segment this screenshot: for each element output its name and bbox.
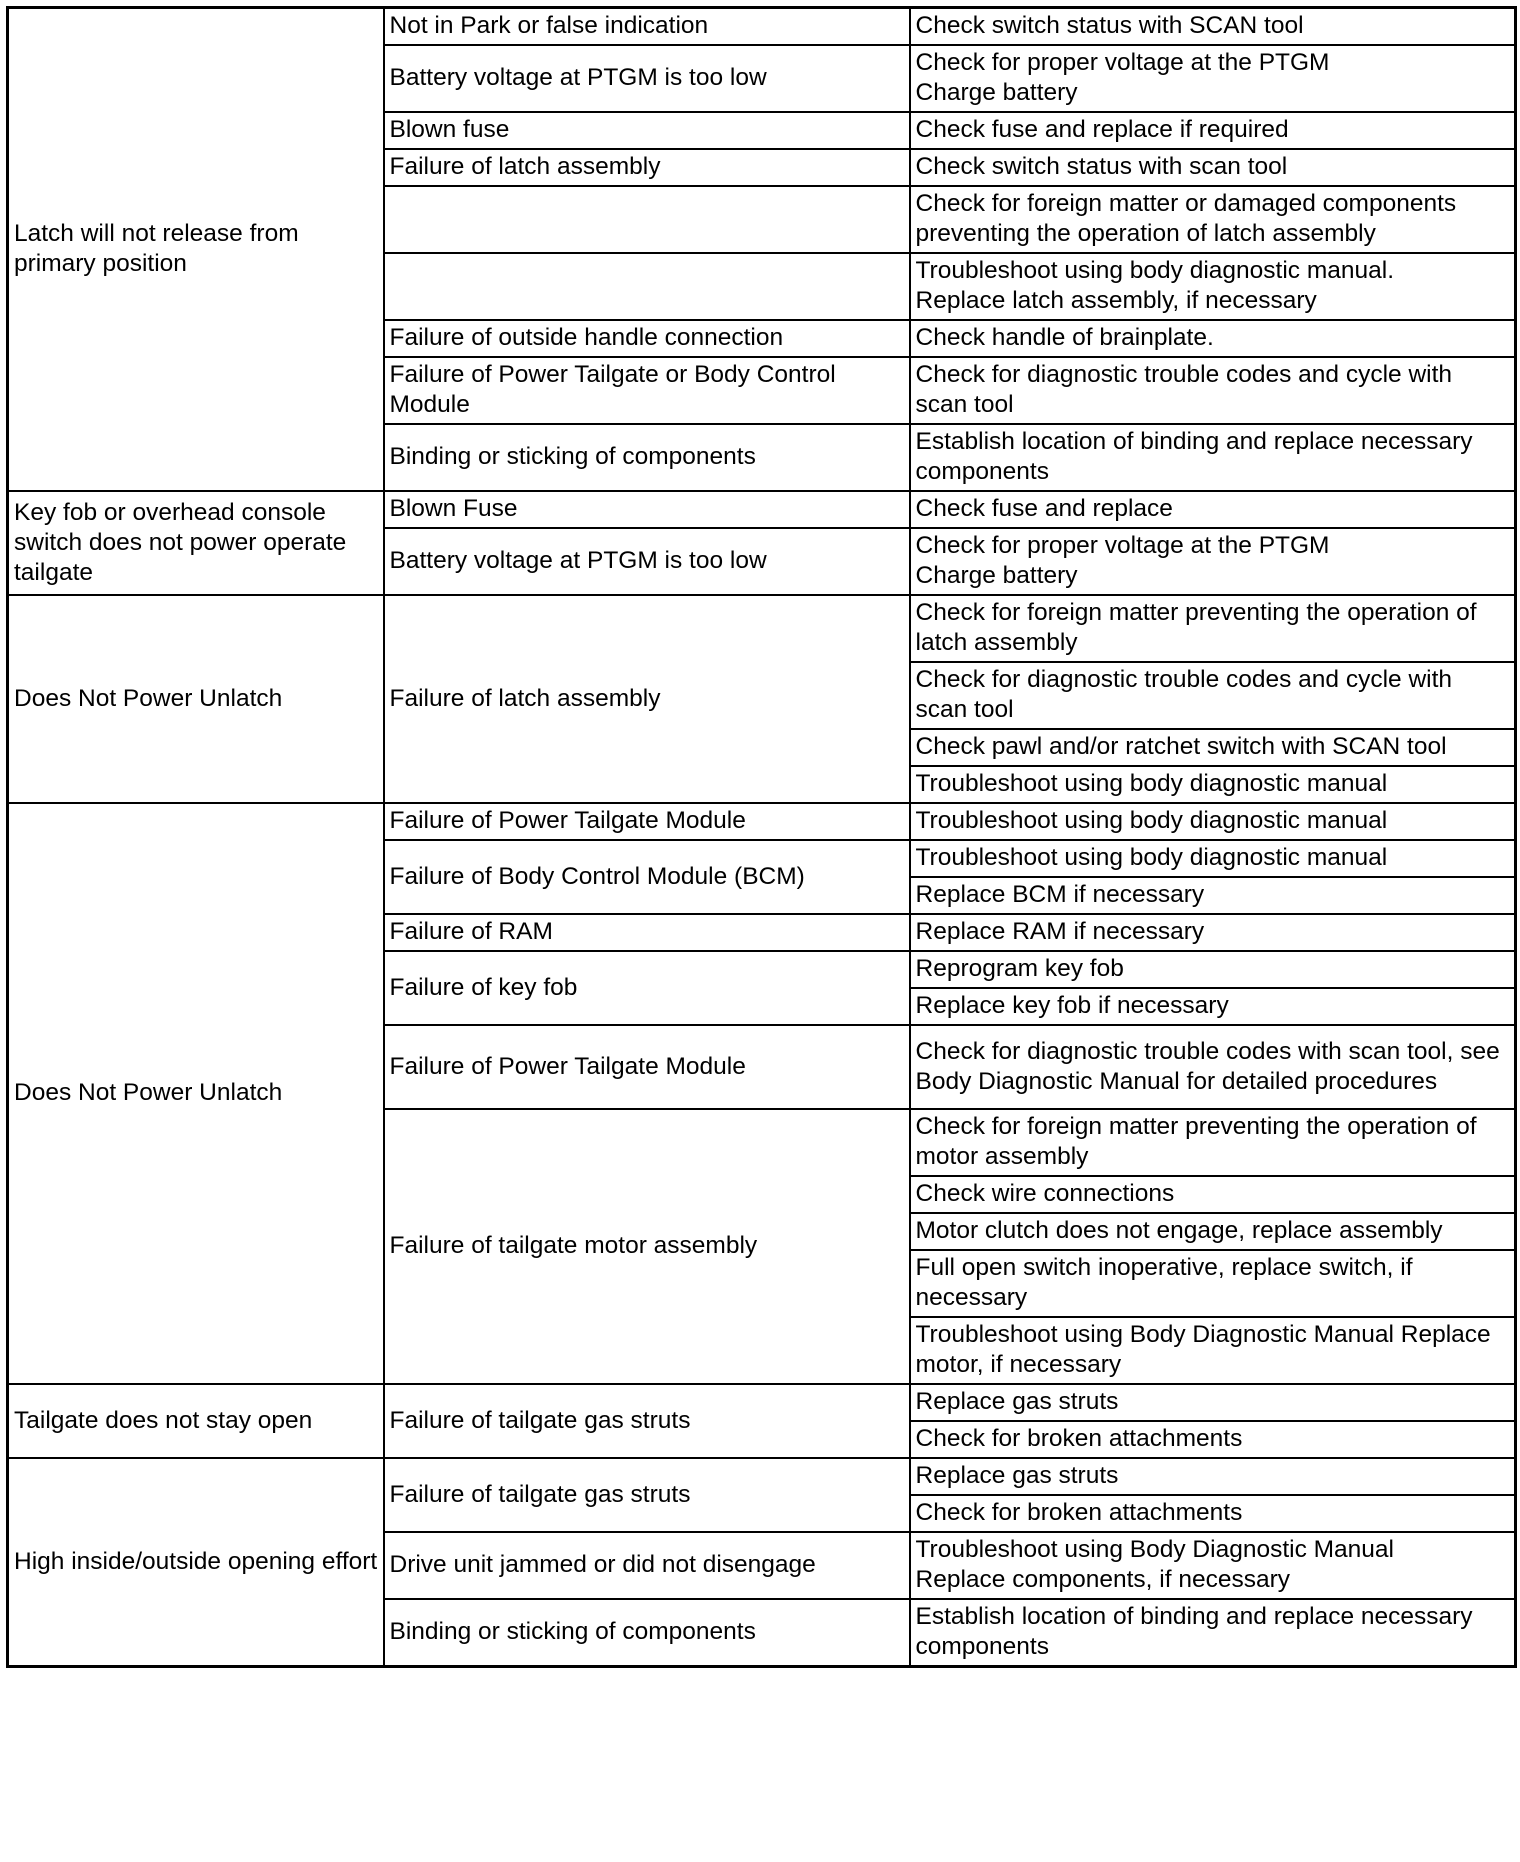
table-row (8, 803, 1516, 840)
action-text: Check fuse and replace (915, 495, 1173, 522)
cause-cell: Failure of latch assembly (384, 149, 910, 186)
problem-cell: Does Not Power Unlatch (8, 595, 384, 803)
action-text: Check for proper voltage at the PTGM (915, 532, 1330, 559)
table-row (8, 491, 1516, 528)
cause-cell: Failure of RAM (384, 914, 910, 951)
action-text: Check for foreign matter or damaged components preventing the operation of latch assembly (915, 190, 1457, 247)
action-text: Check fuse and replace if required (915, 116, 1289, 143)
action-text: Motor clutch does not engage, replace assembly (915, 1217, 1443, 1244)
action-text: Check handle of brainplate. (915, 324, 1214, 351)
action-text: Check switch status with SCAN tool (915, 12, 1304, 39)
action-text: Establish location of binding and replace necessary components (915, 1603, 1473, 1660)
action-cell (910, 662, 1516, 729)
cause-cell: Drive unit jammed or did not disengage (384, 1532, 910, 1599)
table-row (8, 1384, 1516, 1421)
cause-cell: Blown fuse (384, 112, 910, 149)
action-cell (910, 1421, 1516, 1458)
action-cell (910, 1495, 1516, 1532)
action-cell (910, 1317, 1516, 1384)
action-text: Body Diagnostic Manual for detailed procedures (915, 1067, 1438, 1095)
cause-cell: Battery voltage at PTGM is too low (384, 528, 910, 595)
cause-cell (384, 186, 910, 253)
action-text: Troubleshoot using body diagnostic manual (915, 770, 1388, 797)
action-text: Check pawl and/or ratchet switch with SCAN tool (915, 733, 1447, 760)
table-row (8, 8, 1516, 46)
action-cell (910, 951, 1516, 988)
action-cell (910, 1532, 1516, 1599)
action-text: Full open switch inoperative, replace switch, if necessary (915, 1254, 1413, 1311)
action-cell (910, 1109, 1516, 1176)
cause-cell: Failure of tailgate gas struts (384, 1384, 910, 1458)
action-text: Replace gas struts (915, 1388, 1119, 1415)
action-cell (910, 320, 1516, 357)
action-text: Check for diagnostic trouble codes and cycle with scan tool (915, 361, 1453, 418)
action-text: Check for foreign matter preventing the operation of latch assembly (915, 599, 1477, 656)
action-text: Troubleshoot using Body Diagnostic Manual Replace motor, if necessary (915, 1321, 1491, 1378)
cause-cell: Failure of outside handle connection (384, 320, 910, 357)
problem-cell: Key fob or overhead console switch does not power operate tailgate (8, 491, 384, 595)
action-cell (910, 1458, 1516, 1495)
action-cell (910, 1213, 1516, 1250)
action-text: Replace key fob if necessary (915, 992, 1229, 1019)
action-text: Establish location of binding and replace necessary components (915, 428, 1473, 485)
problem-cell: Tailgate does not stay open (8, 1384, 384, 1458)
action-text: Check switch status with scan tool (915, 153, 1288, 180)
action-cell (910, 840, 1516, 877)
cause-cell (384, 253, 910, 320)
diagnosis-table-body (8, 8, 1516, 1667)
action-text: Check for broken attachments (915, 1499, 1243, 1526)
cause-cell: Failure of key fob (384, 951, 910, 1025)
action-cell (910, 149, 1516, 186)
action-text: Check for diagnostic trouble codes and cycle with scan tool (915, 666, 1453, 723)
action-text: Check wire connections (915, 1180, 1175, 1207)
action-cell (910, 357, 1516, 424)
cause-cell: Failure of Power Tailgate or Body Control Module (384, 357, 910, 424)
cause-cell: Binding or sticking of components (384, 424, 910, 491)
table-row (8, 595, 1516, 662)
problem-cell: High inside/outside opening effort (8, 1458, 384, 1667)
action-text: Troubleshoot using body diagnostic manual (915, 807, 1388, 834)
action-cell (910, 1250, 1516, 1317)
action-cell (910, 877, 1516, 914)
action-text: Troubleshoot using body diagnostic manual (915, 844, 1388, 871)
action-text: Replace latch assembly, if necessary (915, 287, 1317, 314)
cause-cell: Blown Fuse (384, 491, 910, 528)
problem-cell: Does Not Power Unlatch (8, 803, 384, 1384)
action-cell (910, 491, 1516, 528)
action-text: Check for proper voltage at the PTGM (915, 49, 1330, 76)
action-cell (910, 766, 1516, 803)
action-text: Replace gas struts (915, 1462, 1119, 1489)
action-cell (910, 1025, 1516, 1109)
action-cell (910, 914, 1516, 951)
problem-cell: Latch will not release from primary position (8, 8, 384, 492)
action-cell (910, 988, 1516, 1025)
action-text: Replace components, if necessary (915, 1566, 1290, 1593)
diagnosis-table (6, 6, 1517, 1668)
action-cell (910, 528, 1516, 595)
action-cell (910, 1599, 1516, 1667)
action-text: Replace BCM if necessary (915, 881, 1205, 908)
cause-cell: Failure of Power Tailgate Module (384, 803, 910, 840)
action-text: Troubleshoot using body diagnostic manual. (915, 257, 1395, 284)
action-cell (910, 595, 1516, 662)
action-cell (910, 1384, 1516, 1421)
action-cell (910, 112, 1516, 149)
action-text: Check for diagnostic trouble codes with scan tool, see (915, 1037, 1500, 1065)
action-cell (910, 45, 1516, 112)
cause-cell: Not in Park or false indication (384, 8, 910, 46)
action-cell (910, 803, 1516, 840)
action-text: Reprogram key fob (915, 955, 1124, 982)
cause-cell: Binding or sticking of components (384, 1599, 910, 1667)
table-row (8, 1458, 1516, 1495)
action-text: Check for broken attachments (915, 1425, 1243, 1452)
diagnosis-document (6, 6, 1517, 1668)
cause-cell: Battery voltage at PTGM is too low (384, 45, 910, 112)
action-text: Check for foreign matter preventing the operation of motor assembly (915, 1113, 1477, 1170)
action-text: Troubleshoot using Body Diagnostic Manual (915, 1536, 1394, 1563)
cause-cell: Failure of Body Control Module (BCM) (384, 840, 910, 914)
action-cell (910, 186, 1516, 253)
action-cell (910, 8, 1516, 46)
action-cell (910, 1176, 1516, 1213)
cause-cell: Failure of tailgate gas struts (384, 1458, 910, 1532)
action-text: Charge battery (915, 79, 1078, 106)
action-text: Replace RAM if necessary (915, 918, 1205, 945)
action-cell (910, 424, 1516, 491)
action-cell (910, 253, 1516, 320)
action-text: Charge battery (915, 562, 1078, 589)
cause-cell: Failure of tailgate motor assembly (384, 1109, 910, 1384)
action-cell (910, 729, 1516, 766)
cause-cell: Failure of Power Tailgate Module (384, 1025, 910, 1109)
cause-cell: Failure of latch assembly (384, 595, 910, 803)
